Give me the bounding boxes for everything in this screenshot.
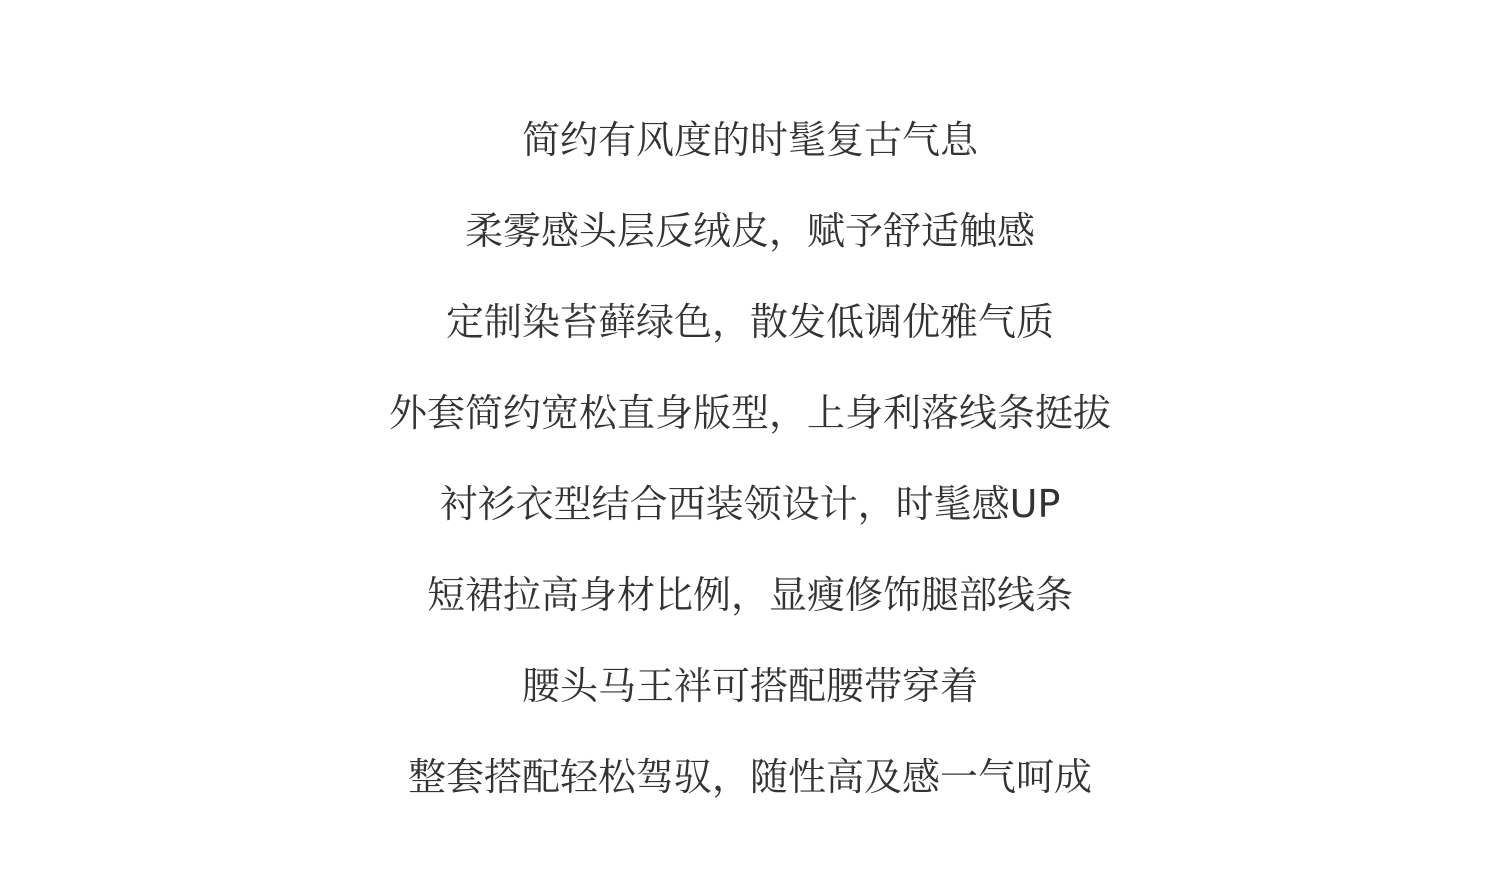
description-line-6: 短裙拉高身材比例，显瘦修饰腿部线条 [426,573,1073,617]
description-line-3: 定制染苔藓绿色，散发低调优雅气质 [445,300,1054,344]
product-description [0,95,1500,823]
description-line-4: 外套简约宽松直身版型，上身利落线条挺拔 [388,391,1111,435]
description-line-2: 柔雾感头层反绒皮，赋予舒适触感 [464,209,1035,253]
description-line-8: 整套搭配轻松驾驭，随性高及感一气呵成 [407,755,1092,799]
description-line-7: 腰头马王袢可搭配腰带穿着 [521,664,978,708]
description-line-1: 简约有风度的时髦复古气息 [521,118,978,162]
description-line-5: 衬衫衣型结合西装领设计，时髦感UP [439,482,1061,526]
